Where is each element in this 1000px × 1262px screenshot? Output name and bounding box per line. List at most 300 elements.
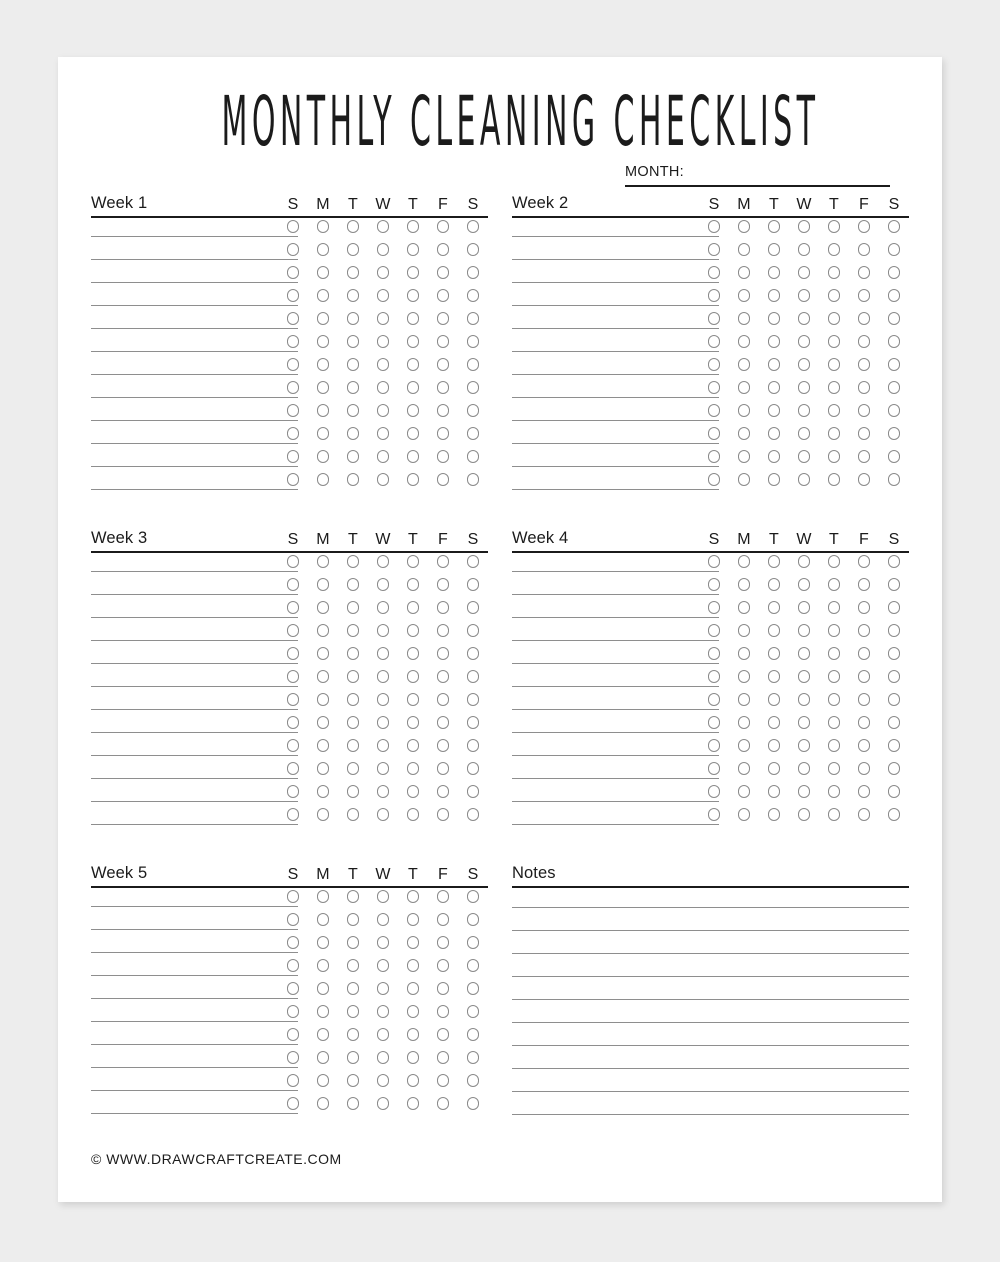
- checkbox-circle-icon[interactable]: [828, 762, 841, 775]
- task-write-line[interactable]: [91, 1113, 298, 1114]
- checkbox-cell[interactable]: [819, 785, 849, 798]
- checkbox-circle-icon[interactable]: [377, 739, 390, 752]
- task-row[interactable]: [91, 425, 488, 448]
- checkbox-circle-icon[interactable]: [287, 381, 300, 394]
- note-row[interactable]: [512, 1095, 909, 1118]
- checkbox-circle-icon[interactable]: [317, 404, 330, 417]
- checkbox-circle-icon[interactable]: [467, 1005, 480, 1018]
- checkbox-circle-icon[interactable]: [708, 624, 721, 637]
- checkbox-cell[interactable]: [368, 427, 398, 440]
- task-row[interactable]: [91, 714, 488, 737]
- checkbox-cell[interactable]: [819, 739, 849, 752]
- checkbox-circle-icon[interactable]: [407, 578, 420, 591]
- checkbox-cell[interactable]: [308, 358, 338, 371]
- checkbox-circle-icon[interactable]: [467, 716, 480, 729]
- checkbox-circle-icon[interactable]: [467, 624, 480, 637]
- checkbox-cell[interactable]: [458, 427, 488, 440]
- checkbox-circle-icon[interactable]: [798, 555, 811, 568]
- checkbox-cell[interactable]: [458, 739, 488, 752]
- checkbox-circle-icon[interactable]: [347, 1005, 360, 1018]
- checkbox-cell[interactable]: [849, 670, 879, 683]
- checkbox-circle-icon[interactable]: [467, 959, 480, 972]
- task-row[interactable]: [91, 310, 488, 333]
- checkbox-circle-icon[interactable]: [798, 335, 811, 348]
- checkbox-cell[interactable]: [819, 624, 849, 637]
- checkbox-circle-icon[interactable]: [287, 647, 300, 660]
- checkbox-circle-icon[interactable]: [738, 243, 751, 256]
- task-write-line[interactable]: [512, 466, 719, 467]
- checkbox-circle-icon[interactable]: [798, 762, 811, 775]
- checkbox-circle-icon[interactable]: [828, 450, 841, 463]
- task-write-line[interactable]: [512, 420, 719, 421]
- checkbox-cell[interactable]: [849, 404, 879, 417]
- checkbox-circle-icon[interactable]: [317, 312, 330, 325]
- checkbox-circle-icon[interactable]: [347, 335, 360, 348]
- checkbox-cell[interactable]: [458, 1074, 488, 1087]
- checkbox-circle-icon[interactable]: [888, 670, 901, 683]
- checkbox-circle-icon[interactable]: [347, 693, 360, 706]
- checkbox-circle-icon[interactable]: [888, 473, 901, 486]
- checkbox-cell[interactable]: [308, 670, 338, 683]
- checkbox-cell[interactable]: [368, 716, 398, 729]
- checkbox-cell[interactable]: [428, 312, 458, 325]
- checkbox-cell[interactable]: [759, 404, 789, 417]
- checkbox-cell[interactable]: [428, 289, 458, 302]
- checkbox-circle-icon[interactable]: [287, 670, 300, 683]
- checkbox-cell[interactable]: [759, 624, 789, 637]
- task-row[interactable]: [512, 402, 909, 425]
- checkbox-cell[interactable]: [338, 624, 368, 637]
- checkbox-cell[interactable]: [368, 578, 398, 591]
- checkbox-circle-icon[interactable]: [407, 624, 420, 637]
- checkbox-cell[interactable]: [789, 358, 819, 371]
- checkbox-cell[interactable]: [398, 1005, 428, 1018]
- checkbox-cell[interactable]: [398, 739, 428, 752]
- checkbox-cell[interactable]: [879, 404, 909, 417]
- checkbox-cell[interactable]: [338, 982, 368, 995]
- checkbox-circle-icon[interactable]: [377, 1005, 390, 1018]
- checkbox-cell[interactable]: [398, 982, 428, 995]
- checkbox-cell[interactable]: [849, 762, 879, 775]
- task-write-line[interactable]: [512, 732, 719, 733]
- task-write-line[interactable]: [512, 640, 719, 641]
- checkbox-cell[interactable]: [819, 716, 849, 729]
- checkbox-circle-icon[interactable]: [738, 601, 751, 614]
- checkbox-cell[interactable]: [368, 335, 398, 348]
- checkbox-circle-icon[interactable]: [407, 890, 420, 903]
- checkbox-circle-icon[interactable]: [287, 785, 300, 798]
- checkbox-cell[interactable]: [699, 624, 729, 637]
- checkbox-cell[interactable]: [278, 913, 308, 926]
- checkbox-circle-icon[interactable]: [858, 243, 871, 256]
- checkbox-cell[interactable]: [338, 739, 368, 752]
- checkbox-cell[interactable]: [699, 243, 729, 256]
- checkbox-cell[interactable]: [879, 808, 909, 821]
- checkbox-circle-icon[interactable]: [888, 716, 901, 729]
- checkbox-circle-icon[interactable]: [708, 312, 721, 325]
- checkbox-circle-icon[interactable]: [287, 762, 300, 775]
- checkbox-circle-icon[interactable]: [287, 289, 300, 302]
- checkbox-circle-icon[interactable]: [437, 913, 450, 926]
- month-field[interactable]: [625, 163, 890, 187]
- checkbox-cell[interactable]: [338, 647, 368, 660]
- checkbox-cell[interactable]: [338, 335, 368, 348]
- checkbox-circle-icon[interactable]: [377, 1028, 390, 1041]
- checkbox-circle-icon[interactable]: [317, 473, 330, 486]
- checkbox-circle-icon[interactable]: [708, 670, 721, 683]
- checkbox-cell[interactable]: [398, 578, 428, 591]
- checkbox-circle-icon[interactable]: [708, 243, 721, 256]
- checkbox-cell[interactable]: [789, 601, 819, 614]
- checkbox-circle-icon[interactable]: [347, 381, 360, 394]
- checkbox-cell[interactable]: [278, 1074, 308, 1087]
- checkbox-circle-icon[interactable]: [287, 913, 300, 926]
- task-write-line[interactable]: [91, 443, 298, 444]
- checkbox-circle-icon[interactable]: [437, 1074, 450, 1087]
- checkbox-cell[interactable]: [278, 890, 308, 903]
- checkbox-circle-icon[interactable]: [437, 404, 450, 417]
- task-row[interactable]: [91, 806, 488, 829]
- checkbox-circle-icon[interactable]: [317, 913, 330, 926]
- checkbox-circle-icon[interactable]: [888, 808, 901, 821]
- checkbox-circle-icon[interactable]: [437, 381, 450, 394]
- checkbox-circle-icon[interactable]: [708, 473, 721, 486]
- checkbox-cell[interactable]: [368, 601, 398, 614]
- checkbox-cell[interactable]: [458, 890, 488, 903]
- checkbox-cell[interactable]: [428, 890, 458, 903]
- checkbox-cell[interactable]: [699, 289, 729, 302]
- checkbox-cell[interactable]: [338, 959, 368, 972]
- checkbox-cell[interactable]: [699, 450, 729, 463]
- checkbox-circle-icon[interactable]: [437, 555, 450, 568]
- checkbox-circle-icon[interactable]: [888, 358, 901, 371]
- checkbox-cell[interactable]: [759, 266, 789, 279]
- note-write-line[interactable]: [512, 1022, 909, 1023]
- checkbox-circle-icon[interactable]: [708, 601, 721, 614]
- checkbox-cell[interactable]: [428, 1028, 458, 1041]
- checkbox-cell[interactable]: [699, 578, 729, 591]
- checkbox-cell[interactable]: [338, 358, 368, 371]
- checkbox-cell[interactable]: [398, 335, 428, 348]
- checkbox-circle-icon[interactable]: [377, 936, 390, 949]
- task-write-line[interactable]: [512, 571, 719, 572]
- task-write-line[interactable]: [91, 328, 298, 329]
- checkbox-circle-icon[interactable]: [407, 739, 420, 752]
- checkbox-circle-icon[interactable]: [407, 693, 420, 706]
- checkbox-cell[interactable]: [729, 289, 759, 302]
- checkbox-circle-icon[interactable]: [858, 716, 871, 729]
- checkbox-circle-icon[interactable]: [467, 427, 480, 440]
- checkbox-circle-icon[interactable]: [437, 427, 450, 440]
- checkbox-cell[interactable]: [789, 808, 819, 821]
- checkbox-cell[interactable]: [819, 312, 849, 325]
- checkbox-cell[interactable]: [338, 913, 368, 926]
- checkbox-circle-icon[interactable]: [467, 404, 480, 417]
- task-row[interactable]: [91, 934, 488, 957]
- task-write-line[interactable]: [91, 906, 298, 907]
- checkbox-cell[interactable]: [789, 289, 819, 302]
- checkbox-cell[interactable]: [338, 266, 368, 279]
- checkbox-circle-icon[interactable]: [858, 647, 871, 660]
- task-row[interactable]: [91, 356, 488, 379]
- checkbox-circle-icon[interactable]: [708, 289, 721, 302]
- checkbox-circle-icon[interactable]: [347, 266, 360, 279]
- checkbox-cell[interactable]: [819, 381, 849, 394]
- checkbox-cell[interactable]: [458, 1097, 488, 1110]
- checkbox-cell[interactable]: [458, 220, 488, 233]
- checkbox-cell[interactable]: [458, 404, 488, 417]
- checkbox-cell[interactable]: [308, 739, 338, 752]
- checkbox-cell[interactable]: [759, 555, 789, 568]
- checkbox-cell[interactable]: [308, 936, 338, 949]
- checkbox-cell[interactable]: [338, 1074, 368, 1087]
- checkbox-cell[interactable]: [849, 473, 879, 486]
- checkbox-cell[interactable]: [368, 670, 398, 683]
- checkbox-circle-icon[interactable]: [858, 739, 871, 752]
- checkbox-cell[interactable]: [278, 693, 308, 706]
- task-write-line[interactable]: [91, 374, 298, 375]
- checkbox-cell[interactable]: [789, 578, 819, 591]
- checkbox-circle-icon[interactable]: [858, 578, 871, 591]
- checkbox-circle-icon[interactable]: [407, 555, 420, 568]
- checkbox-circle-icon[interactable]: [467, 785, 480, 798]
- checkbox-circle-icon[interactable]: [407, 1028, 420, 1041]
- checkbox-cell[interactable]: [849, 358, 879, 371]
- checkbox-cell[interactable]: [338, 1005, 368, 1018]
- checkbox-circle-icon[interactable]: [377, 647, 390, 660]
- checkbox-circle-icon[interactable]: [347, 427, 360, 440]
- checkbox-circle-icon[interactable]: [467, 913, 480, 926]
- checkbox-cell[interactable]: [789, 785, 819, 798]
- checkbox-circle-icon[interactable]: [467, 670, 480, 683]
- checkbox-cell[interactable]: [759, 762, 789, 775]
- checkbox-cell[interactable]: [729, 473, 759, 486]
- checkbox-cell[interactable]: [428, 982, 458, 995]
- checkbox-circle-icon[interactable]: [407, 1074, 420, 1087]
- checkbox-cell[interactable]: [338, 1028, 368, 1041]
- checkbox-cell[interactable]: [879, 289, 909, 302]
- checkbox-cell[interactable]: [789, 243, 819, 256]
- checkbox-cell[interactable]: [308, 381, 338, 394]
- checkbox-circle-icon[interactable]: [407, 1097, 420, 1110]
- task-write-line[interactable]: [91, 489, 298, 490]
- checkbox-cell[interactable]: [278, 982, 308, 995]
- checkbox-cell[interactable]: [789, 716, 819, 729]
- task-row[interactable]: [91, 911, 488, 934]
- checkbox-circle-icon[interactable]: [347, 289, 360, 302]
- checkbox-circle-icon[interactable]: [738, 693, 751, 706]
- checkbox-circle-icon[interactable]: [798, 670, 811, 683]
- checkbox-cell[interactable]: [368, 555, 398, 568]
- checkbox-cell[interactable]: [398, 289, 428, 302]
- checkbox-circle-icon[interactable]: [287, 427, 300, 440]
- checkbox-circle-icon[interactable]: [888, 427, 901, 440]
- checkbox-cell[interactable]: [458, 289, 488, 302]
- note-row[interactable]: [512, 957, 909, 980]
- checkbox-circle-icon[interactable]: [467, 808, 480, 821]
- checkbox-cell[interactable]: [699, 762, 729, 775]
- checkbox-cell[interactable]: [368, 913, 398, 926]
- checkbox-circle-icon[interactable]: [287, 716, 300, 729]
- checkbox-circle-icon[interactable]: [708, 381, 721, 394]
- checkbox-cell[interactable]: [308, 473, 338, 486]
- checkbox-cell[interactable]: [368, 450, 398, 463]
- note-row[interactable]: [512, 980, 909, 1003]
- task-write-line[interactable]: [91, 709, 298, 710]
- checkbox-cell[interactable]: [278, 1005, 308, 1018]
- checkbox-circle-icon[interactable]: [287, 693, 300, 706]
- checkbox-cell[interactable]: [849, 578, 879, 591]
- task-row[interactable]: [91, 737, 488, 760]
- checkbox-cell[interactable]: [368, 404, 398, 417]
- checkbox-cell[interactable]: [458, 1051, 488, 1064]
- checkbox-cell[interactable]: [789, 693, 819, 706]
- checkbox-circle-icon[interactable]: [407, 266, 420, 279]
- checkbox-circle-icon[interactable]: [467, 555, 480, 568]
- checkbox-cell[interactable]: [458, 936, 488, 949]
- checkbox-cell[interactable]: [368, 1097, 398, 1110]
- checkbox-cell[interactable]: [699, 473, 729, 486]
- checkbox-cell[interactable]: [789, 427, 819, 440]
- checkbox-cell[interactable]: [729, 427, 759, 440]
- checkbox-circle-icon[interactable]: [287, 601, 300, 614]
- checkbox-cell[interactable]: [759, 312, 789, 325]
- checkbox-circle-icon[interactable]: [467, 266, 480, 279]
- task-write-line[interactable]: [512, 282, 719, 283]
- checkbox-cell[interactable]: [819, 808, 849, 821]
- checkbox-circle-icon[interactable]: [888, 693, 901, 706]
- checkbox-cell[interactable]: [428, 601, 458, 614]
- checkbox-circle-icon[interactable]: [768, 624, 781, 637]
- checkbox-cell[interactable]: [849, 555, 879, 568]
- task-row[interactable]: [91, 379, 488, 402]
- checkbox-circle-icon[interactable]: [347, 624, 360, 637]
- checkbox-circle-icon[interactable]: [738, 427, 751, 440]
- checkbox-cell[interactable]: [879, 716, 909, 729]
- checkbox-cell[interactable]: [428, 716, 458, 729]
- checkbox-circle-icon[interactable]: [828, 739, 841, 752]
- checkbox-circle-icon[interactable]: [287, 1051, 300, 1064]
- checkbox-circle-icon[interactable]: [437, 289, 450, 302]
- task-row[interactable]: [91, 645, 488, 668]
- checkbox-circle-icon[interactable]: [377, 716, 390, 729]
- checkbox-circle-icon[interactable]: [377, 335, 390, 348]
- task-write-line[interactable]: [512, 443, 719, 444]
- checkbox-cell[interactable]: [789, 450, 819, 463]
- checkbox-circle-icon[interactable]: [858, 808, 871, 821]
- checkbox-circle-icon[interactable]: [858, 335, 871, 348]
- checkbox-cell[interactable]: [729, 716, 759, 729]
- checkbox-circle-icon[interactable]: [828, 266, 841, 279]
- checkbox-circle-icon[interactable]: [407, 716, 420, 729]
- checkbox-circle-icon[interactable]: [828, 578, 841, 591]
- checkbox-circle-icon[interactable]: [317, 427, 330, 440]
- checkbox-cell[interactable]: [278, 381, 308, 394]
- checkbox-circle-icon[interactable]: [858, 624, 871, 637]
- checkbox-cell[interactable]: [398, 693, 428, 706]
- checkbox-circle-icon[interactable]: [768, 647, 781, 660]
- checkbox-cell[interactable]: [278, 473, 308, 486]
- checkbox-cell[interactable]: [428, 450, 458, 463]
- task-row[interactable]: [512, 310, 909, 333]
- checkbox-circle-icon[interactable]: [377, 785, 390, 798]
- task-write-line[interactable]: [512, 259, 719, 260]
- checkbox-circle-icon[interactable]: [287, 243, 300, 256]
- checkbox-circle-icon[interactable]: [798, 785, 811, 798]
- checkbox-circle-icon[interactable]: [437, 1051, 450, 1064]
- checkbox-circle-icon[interactable]: [437, 243, 450, 256]
- checkbox-cell[interactable]: [699, 266, 729, 279]
- checkbox-circle-icon[interactable]: [798, 739, 811, 752]
- checkbox-cell[interactable]: [338, 1097, 368, 1110]
- checkbox-cell[interactable]: [398, 1074, 428, 1087]
- checkbox-circle-icon[interactable]: [437, 1005, 450, 1018]
- checkbox-circle-icon[interactable]: [317, 1097, 330, 1110]
- checkbox-circle-icon[interactable]: [708, 785, 721, 798]
- task-row[interactable]: [91, 1003, 488, 1026]
- checkbox-cell[interactable]: [368, 693, 398, 706]
- task-write-line[interactable]: [512, 778, 719, 779]
- checkbox-circle-icon[interactable]: [708, 693, 721, 706]
- task-write-line[interactable]: [512, 709, 719, 710]
- checkbox-cell[interactable]: [308, 335, 338, 348]
- checkbox-cell[interactable]: [789, 647, 819, 660]
- checkbox-circle-icon[interactable]: [347, 936, 360, 949]
- checkbox-cell[interactable]: [699, 555, 729, 568]
- checkbox-circle-icon[interactable]: [708, 647, 721, 660]
- checkbox-cell[interactable]: [729, 312, 759, 325]
- checkbox-circle-icon[interactable]: [738, 404, 751, 417]
- checkbox-cell[interactable]: [338, 289, 368, 302]
- checkbox-cell[interactable]: [278, 670, 308, 683]
- checkbox-cell[interactable]: [428, 785, 458, 798]
- checkbox-circle-icon[interactable]: [708, 427, 721, 440]
- note-row[interactable]: [512, 1072, 909, 1095]
- checkbox-circle-icon[interactable]: [407, 1051, 420, 1064]
- checkbox-circle-icon[interactable]: [888, 739, 901, 752]
- checkbox-cell[interactable]: [428, 266, 458, 279]
- checkbox-circle-icon[interactable]: [768, 289, 781, 302]
- checkbox-cell[interactable]: [398, 358, 428, 371]
- checkbox-circle-icon[interactable]: [768, 335, 781, 348]
- checkbox-cell[interactable]: [819, 266, 849, 279]
- checkbox-circle-icon[interactable]: [768, 220, 781, 233]
- checkbox-cell[interactable]: [759, 358, 789, 371]
- checkbox-circle-icon[interactable]: [407, 358, 420, 371]
- checkbox-circle-icon[interactable]: [377, 473, 390, 486]
- checkbox-circle-icon[interactable]: [768, 427, 781, 440]
- checkbox-circle-icon[interactable]: [287, 739, 300, 752]
- checkbox-circle-icon[interactable]: [287, 1005, 300, 1018]
- checkbox-circle-icon[interactable]: [798, 358, 811, 371]
- checkbox-cell[interactable]: [308, 404, 338, 417]
- task-write-line[interactable]: [91, 1044, 298, 1045]
- checkbox-cell[interactable]: [849, 312, 879, 325]
- checkbox-cell[interactable]: [819, 647, 849, 660]
- checkbox-cell[interactable]: [879, 670, 909, 683]
- checkbox-cell[interactable]: [849, 289, 879, 302]
- checkbox-cell[interactable]: [368, 1074, 398, 1087]
- checkbox-cell[interactable]: [699, 808, 729, 821]
- checkbox-circle-icon[interactable]: [768, 670, 781, 683]
- task-write-line[interactable]: [512, 489, 719, 490]
- checkbox-circle-icon[interactable]: [828, 381, 841, 394]
- checkbox-cell[interactable]: [278, 450, 308, 463]
- checkbox-cell[interactable]: [278, 555, 308, 568]
- checkbox-circle-icon[interactable]: [467, 381, 480, 394]
- checkbox-circle-icon[interactable]: [287, 450, 300, 463]
- checkbox-cell[interactable]: [428, 220, 458, 233]
